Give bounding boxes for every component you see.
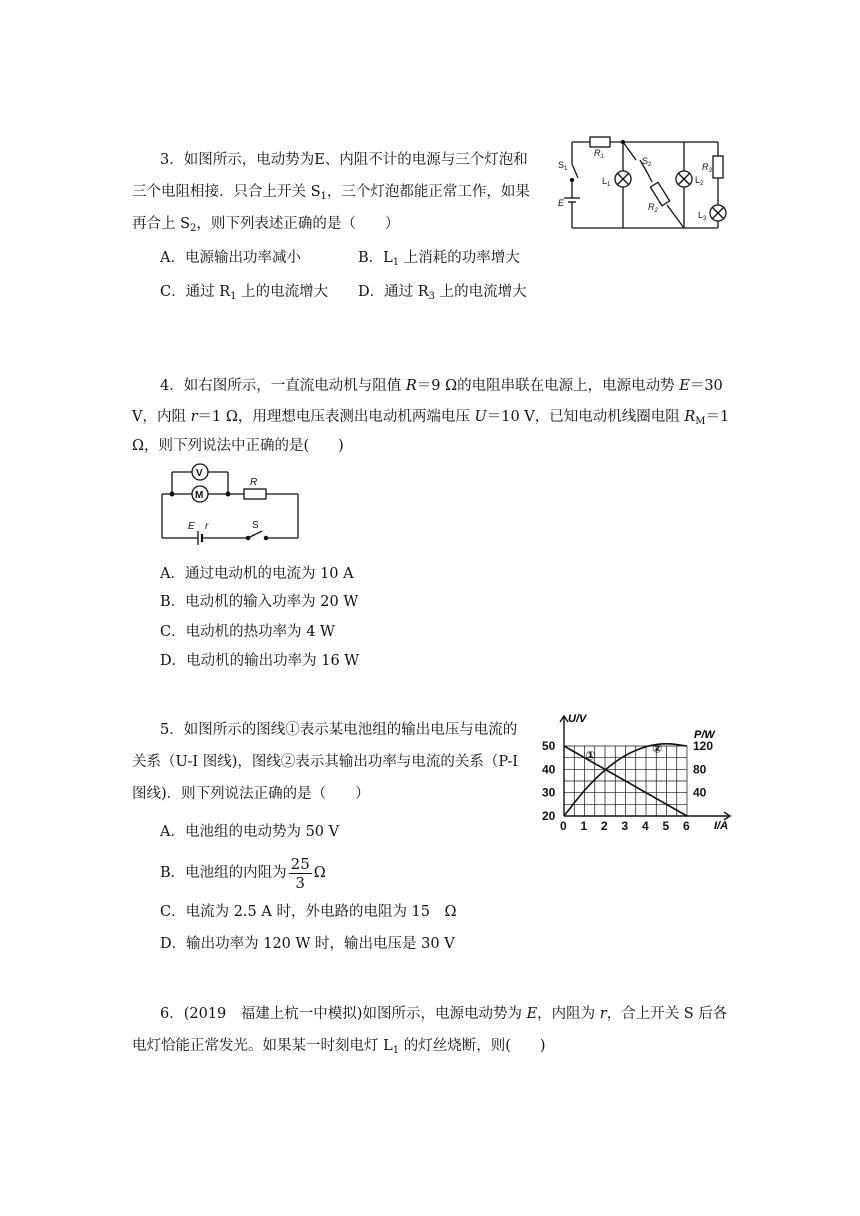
q4-stem-line1: 4．如右图所示，一直流电动机与阻值 R＝9 Ω的电阻串联在电源上，电源电动势 E＝30	[160, 378, 723, 394]
x-tick-label: 0	[560, 819, 567, 833]
q3-label-r1: $R_1$	[594, 148, 604, 160]
q4-switch-label: S	[252, 520, 259, 531]
y2-tick-label: 40	[693, 785, 707, 800]
q3-option-b: B．$L_1$ 上消耗的功率增大	[358, 250, 520, 268]
chart-y-axis-label: U/V	[568, 713, 587, 725]
chart-y2-axis-label: P/W	[694, 729, 715, 741]
q3-label-e: E	[558, 198, 565, 208]
y2-tick-label: 120	[693, 739, 714, 753]
q3-label-r2: $R_2$	[648, 202, 658, 214]
x-tick-label: 2	[601, 819, 608, 833]
q3-option-a: A．电源输出功率减小	[160, 250, 301, 266]
chart-x-axis-label: I/A	[714, 820, 729, 832]
q5-fraction: $\frac{25}{3}$	[290, 854, 310, 892]
y-tick-label: 40	[542, 762, 556, 777]
y-tick-label: 50	[542, 739, 556, 753]
q5-stem-line2: 关系（U-I 图线)，图线②表示其输出功率与电流的关系（P-I	[132, 754, 518, 770]
q3-stem-line3: 再合上 $S_2$，则下列表述正确的是（ ）	[132, 216, 400, 234]
x-tick-label: 5	[662, 819, 670, 833]
q4-resistor-label: R	[250, 477, 258, 488]
q3-option-c: C．通过 $R_1$ 上的电流增大	[160, 284, 329, 302]
q5-ui-chart	[538, 708, 738, 833]
q4-option-a: A．通过电动机的电流为 10 A	[160, 566, 354, 582]
q5-option-c: C．电流为 2.5 A 时，外电路的电阻为 15 Ω	[160, 904, 457, 920]
q4-stem-line3: Ω，则下列说法中正确的是( )	[132, 438, 344, 454]
x-tick-label: 6	[683, 819, 690, 833]
x-tick-label: 4	[642, 819, 649, 833]
q4-circuit-diagram	[150, 458, 310, 548]
q3-stem-line1: 3．如图所示，电动势为E、内阻不计的电源与三个灯泡和	[160, 152, 528, 168]
q4-motor-label: M	[195, 490, 204, 501]
x-tick-label: 1	[580, 819, 588, 833]
q4-voltmeter-label: V	[196, 468, 203, 479]
q3-stem-line2: 三个电阻相接．只合上开关 $S_1$，三个灯泡都能正常工作，如果	[132, 184, 530, 202]
y-tick-label: 30	[542, 785, 556, 800]
q4-option-b: B．电动机的输入功率为 20 W	[160, 594, 359, 610]
q5-option-a: A．电池组的电动势为 50 V	[160, 824, 340, 840]
q4-stem-line2: V，内阻 r＝1 Ω，用理想电压表测出电动机两端电压 U＝10 V，已知电动机线圈电阻 $R_M=1$	[132, 409, 730, 427]
y2-tick-label: 80	[693, 762, 707, 777]
q3-label-s2: $S_2$	[642, 156, 652, 168]
q5-stem-line1: 5．如图所示的图线①表示某电池组的输出电压与电流的	[160, 722, 518, 738]
x-tick-label: 3	[621, 819, 629, 833]
q4-option-d: D．电动机的输出功率为 16 W	[160, 653, 360, 669]
q4-option-c: C．电动机的热功率为 4 W	[160, 624, 335, 640]
q4-internal-r-label: r	[205, 521, 209, 532]
q3-circuit-diagram	[550, 130, 740, 240]
series-2-label: ②	[652, 741, 663, 756]
q4-emf-label: E	[188, 521, 195, 532]
q3-label-s1: $S_1$	[558, 160, 568, 172]
y-tick-label: 20	[542, 809, 556, 823]
q3-option-d: D．通过 $R_3$ 上的电流增大	[358, 284, 527, 302]
q3-label-l3: $L_3$	[698, 210, 707, 222]
q6-stem-line2: 电灯恰能正常发光。如果某一时刻电灯 $L_1$ 的灯丝烧断，则( )	[132, 1038, 546, 1056]
q5-option-b: B．电池组的内阻为 $\frac{25}{3}$ Ω	[160, 854, 326, 892]
q3-label-l2: $L_2$	[695, 175, 704, 187]
series-1-label: ①	[585, 748, 596, 763]
q3-label-l1: $L_1$	[602, 176, 611, 188]
q3-label-r3: $R_3$	[702, 162, 712, 174]
q6-stem-line1: 6．(2019 福建上杭一中模拟)如图所示，电源电动势为 E，内阻为 r，合上开关 S 后各	[160, 1006, 728, 1022]
q5-option-d: D．输出功率为 120 W 时，输出电压是 30 V	[160, 936, 455, 952]
q5-stem-line3: 图线)．则下列说法正确的是（ ）	[132, 786, 370, 802]
